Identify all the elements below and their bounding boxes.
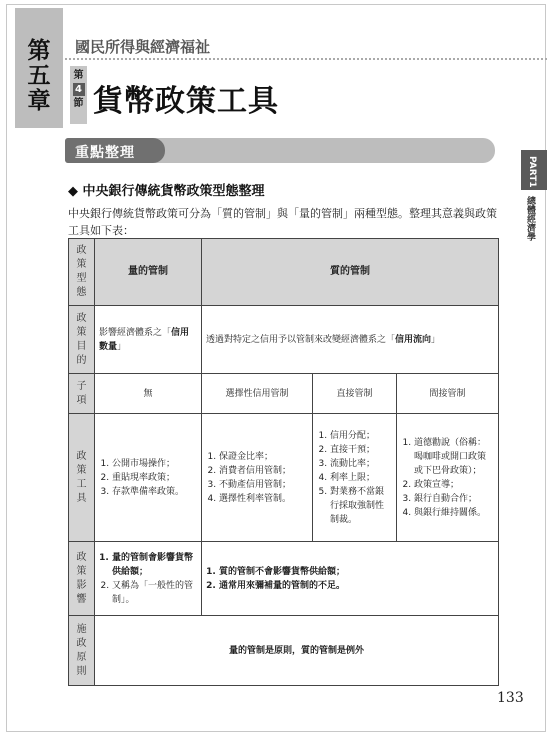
book-title: 國民所得與經濟福祉	[75, 38, 211, 56]
chapter-char: 第	[27, 37, 51, 64]
chapter-char: 章	[27, 87, 51, 114]
tools-direct: 1. 信用分配； 2. 直接干預； 3. 流動比率； 4. 利率上限； 5. 對業務不當銀行採取強制性制裁。	[313, 414, 397, 542]
page-number: 133	[497, 690, 524, 706]
section-tab	[70, 66, 87, 124]
sub-indirect: 間接管制	[397, 374, 499, 414]
impact-quantity: 1. 量的管制會影響貨幣供給額； 2. 又稱為「一般性的管制」。	[95, 542, 202, 616]
intro-paragraph: 中央銀行傳統貨幣政策可分為「質的管制」與「量的管制」兩種型態。整理其意義與政策工具如下表：	[68, 207, 497, 237]
table-row	[69, 542, 499, 616]
dotted-divider	[65, 58, 547, 60]
impact-quality: 1. 質的管制不會影響貨幣供給額； 2. 通常用來彌補量的管制的不足。	[202, 542, 499, 616]
summary-bar-label: 重點整理	[75, 145, 135, 161]
table-row	[69, 414, 499, 542]
table-row	[69, 616, 499, 686]
row-label: 政策型態	[69, 239, 95, 306]
quantity-header: 量的管制	[95, 239, 202, 306]
tools-quantity: 1. 公開市場操作； 2. 重貼現率政策； 3. 存款準備率政策。	[95, 414, 202, 542]
row-label: 政策目的	[69, 306, 95, 374]
quality-header: 質的管制	[202, 239, 499, 306]
content-heading: ◆ 中央銀行傳統貨幣政策型態整理	[68, 184, 265, 199]
table-row	[69, 239, 499, 306]
sub-quantity: 無	[95, 374, 202, 414]
summary-bar	[65, 138, 495, 163]
part-tab	[521, 150, 547, 190]
section-tab-top: 第	[73, 70, 84, 81]
subject-label: 總體經濟學	[525, 196, 535, 241]
table-row	[69, 306, 499, 374]
table-row	[69, 374, 499, 414]
row-label: 施政原則	[69, 616, 95, 686]
section-tab-bottom: 節	[73, 98, 84, 109]
sub-direct: 直接管制	[313, 374, 397, 414]
policy-table	[68, 238, 499, 686]
part-label: PART1	[527, 156, 537, 188]
row-label: 政策影響	[69, 542, 95, 616]
tools-selective: 1. 保證金比率； 2. 消費者信用管制； 3. 不動產信用管制； 4. 選擇性利率管制。	[202, 414, 313, 542]
section-number: 4	[73, 83, 85, 96]
row-label: 子項	[69, 374, 95, 414]
goal-quantity: 影響經濟體系之「信用數量」	[95, 306, 202, 374]
section-title: 貨幣政策工具	[93, 84, 279, 119]
row-label: 政策工具	[69, 414, 95, 542]
chapter-char: 五	[27, 62, 51, 89]
goal-quality: 透過對特定之信用予以管制來改變經濟體系之「信用流向」	[202, 306, 499, 374]
sub-selective: 選擇性信用管制	[202, 374, 313, 414]
tools-indirect: 1. 道德勸說（俗稱：喝咖啡或開口政策或下巴骨政策）； 2. 政策宣導； 3. 銀行自動合作； 4. 與銀行維持關係。	[397, 414, 499, 542]
principle-cell: 量的管制是原則，質的管制是例外	[95, 616, 499, 686]
chapter-tab	[15, 8, 63, 128]
